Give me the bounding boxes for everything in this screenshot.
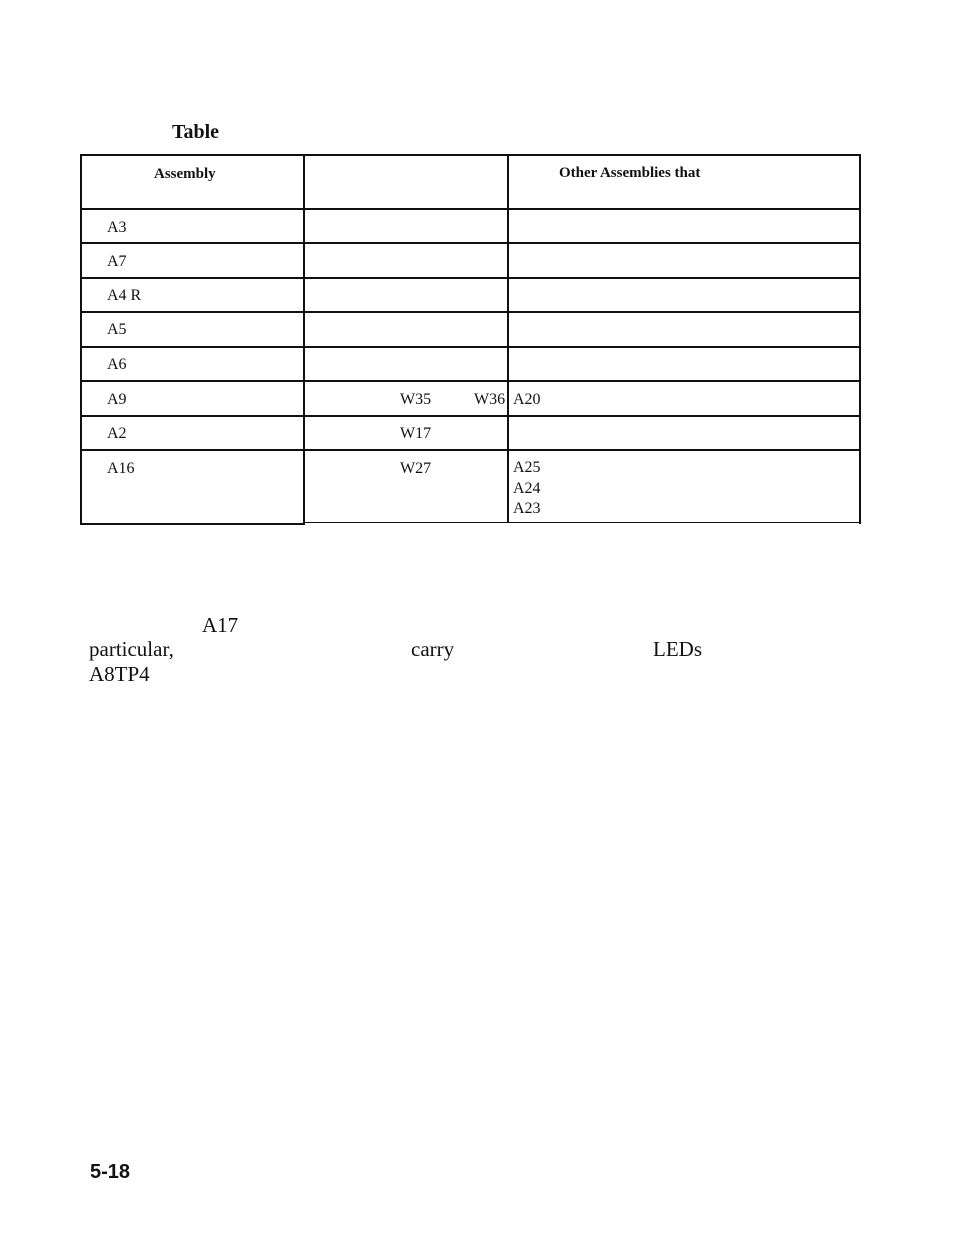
row-a4-assembly: A4 R	[107, 287, 142, 304]
row-divider	[80, 346, 861, 348]
header-divider	[80, 208, 861, 210]
row-divider	[80, 242, 861, 244]
paragraph-leds: LEDs	[653, 637, 702, 661]
paragraph-a17: A17	[202, 613, 239, 637]
row-a2-assembly: A2	[107, 425, 127, 442]
assembly-table	[80, 154, 861, 525]
page-number: 5-18	[90, 1161, 131, 1183]
row-a2-cable-w17: W17	[400, 425, 432, 442]
row-a7-assembly: A7	[107, 253, 127, 270]
row-a16-other-a25: A25	[513, 459, 541, 476]
table-title: Table	[172, 121, 220, 143]
row-a3-assembly: A3	[107, 219, 127, 236]
row-a16-other-a23: A23	[513, 500, 541, 517]
row-divider	[80, 311, 861, 313]
row-divider	[80, 415, 861, 417]
row-a9-cable-w36: W36	[474, 391, 506, 408]
row-divider	[80, 380, 861, 382]
row-a9-other-a20: A20	[513, 391, 541, 408]
paragraph-particular: particular,	[89, 637, 174, 661]
row-a9-cable-w35: W35	[400, 391, 432, 408]
row-a16-cable-w27: W27	[400, 460, 432, 477]
row-a16-other-a24: A24	[513, 480, 541, 497]
table-bottom-border-right	[305, 522, 861, 523]
table-bottom-border-left	[80, 523, 305, 525]
row-a5-assembly: A5	[107, 321, 127, 338]
row-a6-assembly: A6	[107, 356, 127, 373]
paragraph-carry: carry	[411, 637, 455, 661]
header-assembly: Assembly	[154, 166, 216, 182]
row-a9-assembly: A9	[107, 391, 127, 408]
row-divider	[80, 449, 861, 451]
row-divider	[80, 277, 861, 279]
paragraph-a8tp4: A8TP4	[89, 662, 150, 686]
row-a16-assembly: A16	[107, 460, 135, 477]
header-other-assemblies: Other Assemblies that	[559, 165, 701, 181]
table-top-border	[80, 154, 861, 156]
